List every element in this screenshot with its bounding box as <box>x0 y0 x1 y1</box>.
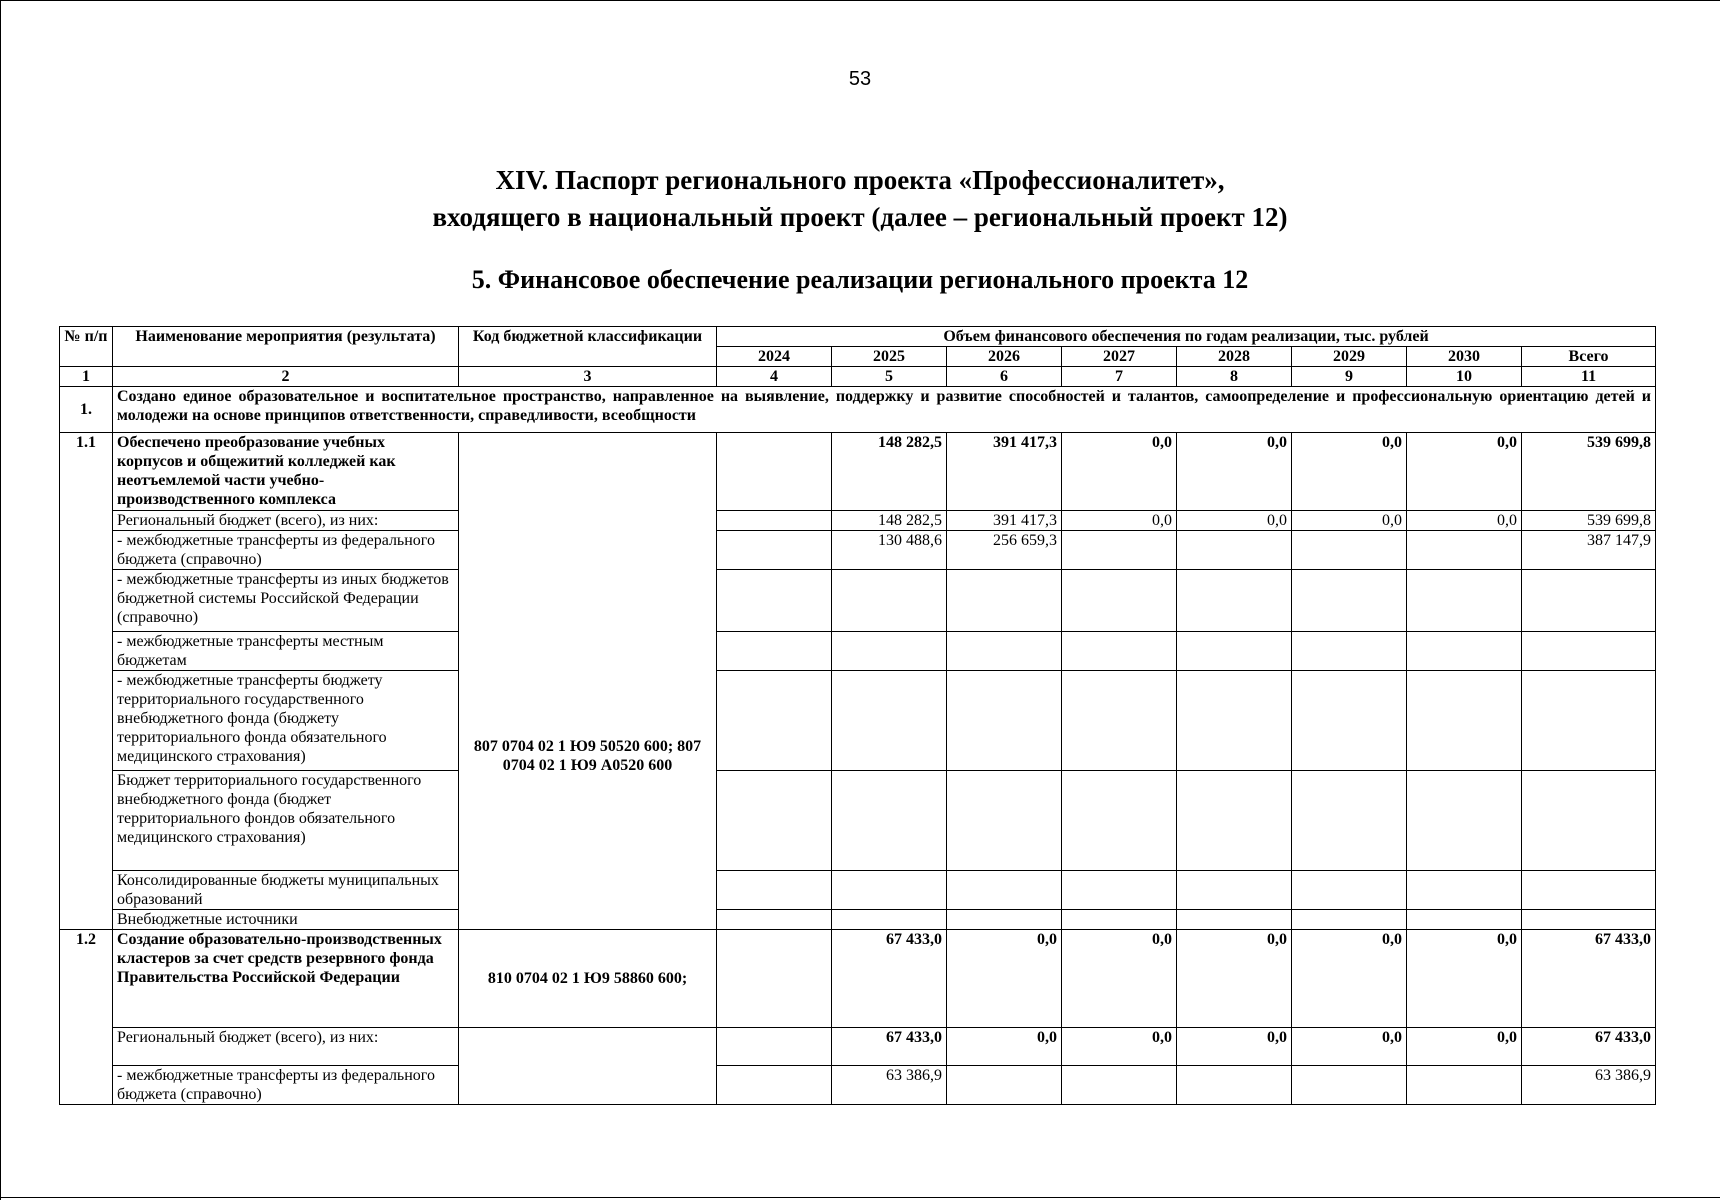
value-cell <box>717 771 832 871</box>
value-cell <box>1177 671 1292 771</box>
value-cell <box>1407 632 1522 671</box>
table-row <box>60 433 1656 511</box>
document-title-line2: входящего в национальный проект (далее – региональный проект 12) <box>432 202 1288 232</box>
column-index: 3 <box>459 367 717 387</box>
column-index: 8 <box>1177 367 1292 387</box>
table-row <box>60 1066 1656 1105</box>
value-cell: 130 488,6 <box>832 531 947 570</box>
page-frame-bottom <box>0 1197 1720 1198</box>
value-cell <box>1292 671 1407 771</box>
value-cell <box>717 531 832 570</box>
value-cell <box>1522 570 1656 632</box>
header-year: 2028 <box>1177 347 1292 367</box>
row-name: - межбюджетные трансферты местным бюджетам <box>113 632 459 671</box>
value-cell <box>717 910 832 930</box>
table-row <box>60 871 1656 910</box>
budget-code-empty <box>459 1028 717 1105</box>
value-cell: 67 433,0 <box>1522 1028 1656 1066</box>
table-row <box>60 511 1656 531</box>
header-name: Наименование мероприятия (результата) <box>113 327 459 367</box>
value-cell <box>1062 671 1177 771</box>
value-cell: 391 417,3 <box>947 511 1062 531</box>
value-cell <box>1062 531 1177 570</box>
value-cell: 0,0 <box>1407 1028 1522 1066</box>
section-title: 5. Финансовое обеспечение реализации регионального проекта 12 <box>471 265 1249 294</box>
value-cell <box>1292 1066 1407 1105</box>
value-cell <box>1062 570 1177 632</box>
column-index: 9 <box>1292 367 1407 387</box>
row-name: - межбюджетные трансферты из иных бюджетов бюджетной системы Российской Федерации (справочно) <box>113 570 459 632</box>
table-row <box>60 531 1656 570</box>
value-cell: 67 433,0 <box>1522 930 1656 1028</box>
row-name: Консолидированные бюджеты муниципальных образований <box>113 871 459 910</box>
value-cell: 0,0 <box>1177 1028 1292 1066</box>
value-cell: 0,0 <box>1177 433 1292 511</box>
value-cell: 539 699,8 <box>1522 433 1656 511</box>
column-index: 7 <box>1062 367 1177 387</box>
financing-table <box>59 326 1656 1105</box>
value-cell: 63 386,9 <box>832 1066 947 1105</box>
value-cell <box>717 1066 832 1105</box>
row-name: Бюджет территориального государственного внебюджетного фонда (бюджет территориального фондов обязательного медицинского страхования) <box>113 771 459 871</box>
header-num: № п/п <box>60 327 113 367</box>
value-cell: 67 433,0 <box>832 1028 947 1066</box>
value-cell <box>1522 771 1656 871</box>
budget-code: 810 0704 02 1 Ю9 58860 600; <box>459 930 717 1028</box>
column-index: 6 <box>947 367 1062 387</box>
value-cell <box>1062 871 1177 910</box>
value-cell <box>717 1028 832 1066</box>
value-cell <box>832 671 947 771</box>
column-index: 10 <box>1407 367 1522 387</box>
column-index: 4 <box>717 367 832 387</box>
value-cell: 539 699,8 <box>1522 511 1656 531</box>
header-total: Всего <box>1522 347 1656 367</box>
row-name: - межбюджетные трансферты из федерального бюджета (справочно) <box>113 531 459 570</box>
value-cell <box>947 871 1062 910</box>
value-cell: 148 282,5 <box>832 433 947 511</box>
value-cell: 0,0 <box>1407 433 1522 511</box>
value-cell <box>717 871 832 910</box>
table-row <box>60 930 1656 1028</box>
table-row <box>60 671 1656 771</box>
value-cell <box>1292 570 1407 632</box>
value-cell <box>947 570 1062 632</box>
row-name: Региональный бюджет (всего), из них: <box>113 1028 459 1066</box>
column-index: 11 <box>1522 367 1656 387</box>
value-cell: 63 386,9 <box>1522 1066 1656 1105</box>
header-year: 2025 <box>832 347 947 367</box>
value-cell <box>717 632 832 671</box>
value-cell: 67 433,0 <box>832 930 947 1028</box>
value-cell: 0,0 <box>1177 930 1292 1028</box>
value-cell: 0,0 <box>947 930 1062 1028</box>
value-cell <box>717 671 832 771</box>
value-cell <box>1177 531 1292 570</box>
value-cell: 0,0 <box>1292 511 1407 531</box>
value-cell <box>947 1066 1062 1105</box>
section-number: 1. <box>60 387 113 433</box>
value-cell: 0,0 <box>1407 511 1522 531</box>
value-cell <box>1292 771 1407 871</box>
value-cell: 0,0 <box>1062 1028 1177 1066</box>
value-cell <box>1407 871 1522 910</box>
row-name: - межбюджетные трансферты бюджету территориального государственного внебюджетного фонда (бюджету территориального фонда обязательного медицинского страхования) <box>113 671 459 771</box>
value-cell <box>1522 671 1656 771</box>
value-cell <box>1062 632 1177 671</box>
value-cell: 387 147,9 <box>1522 531 1656 570</box>
row-name: Региональный бюджет (всего), из них: <box>113 511 459 531</box>
value-cell <box>1407 910 1522 930</box>
page-frame-top <box>0 0 1720 1</box>
value-cell <box>1292 531 1407 570</box>
budget-code: 807 0704 02 1 Ю9 50520 600; 807 0704 02 1 Ю9 А0520 600 <box>459 433 717 930</box>
value-cell <box>1522 910 1656 930</box>
header-code: Код бюджетной классификации <box>459 327 717 367</box>
page-number: 53 <box>848 68 872 90</box>
table-row <box>60 632 1656 671</box>
value-cell <box>1407 671 1522 771</box>
table-row <box>60 1028 1656 1066</box>
row-name: Внебюджетные источники <box>113 910 459 930</box>
header-year: 2030 <box>1407 347 1522 367</box>
item-number: 1.2 <box>60 930 113 1105</box>
value-cell <box>1177 910 1292 930</box>
value-cell: 0,0 <box>947 1028 1062 1066</box>
value-cell <box>832 771 947 871</box>
value-cell <box>1177 1066 1292 1105</box>
value-cell: 0,0 <box>1292 930 1407 1028</box>
value-cell <box>832 570 947 632</box>
value-cell: 0,0 <box>1062 930 1177 1028</box>
value-cell: 0,0 <box>1407 930 1522 1028</box>
table-row <box>60 570 1656 632</box>
value-cell <box>1177 570 1292 632</box>
value-cell <box>947 671 1062 771</box>
header-year: 2027 <box>1062 347 1177 367</box>
value-cell: 256 659,3 <box>947 531 1062 570</box>
table-row <box>60 771 1656 871</box>
column-index: 5 <box>832 367 947 387</box>
section-row <box>60 387 1656 433</box>
header-volume: Объем финансового обеспечения по годам реализации, тыс. рублей <box>717 327 1656 347</box>
value-cell <box>1177 771 1292 871</box>
value-cell <box>832 910 947 930</box>
header-year: 2024 <box>717 347 832 367</box>
value-cell: 0,0 <box>1177 511 1292 531</box>
document-title-line1: XIV. Паспорт регионального проекта «Профессионалитет», <box>495 165 1225 195</box>
value-cell <box>832 871 947 910</box>
value-cell <box>947 910 1062 930</box>
value-cell: 0,0 <box>1062 433 1177 511</box>
value-cell <box>1292 910 1407 930</box>
item-number: 1.1 <box>60 433 113 930</box>
value-cell <box>1407 531 1522 570</box>
column-index-row <box>60 367 1656 387</box>
value-cell <box>1407 1066 1522 1105</box>
value-cell <box>947 771 1062 871</box>
row-name: Создание образовательно-производственных кластеров за счет средств резервного фонда Правительства Российской Федерации <box>113 930 459 1028</box>
row-name: - межбюджетные трансферты из федерального бюджета (справочно) <box>113 1066 459 1105</box>
value-cell <box>1177 632 1292 671</box>
value-cell: 0,0 <box>1062 511 1177 531</box>
column-index: 2 <box>113 367 459 387</box>
section-text: Создано единое образовательное и воспитательное пространство, направленное на выявление, поддержку и развитие способностей и талантов, самоопределение и профессиональную ориентацию детей и молодежи на основе принципов ответственности, справедливости, всеобщности <box>113 387 1656 433</box>
table-row <box>60 910 1656 930</box>
value-cell <box>832 632 947 671</box>
value-cell: 148 282,5 <box>832 511 947 531</box>
value-cell <box>1292 871 1407 910</box>
value-cell <box>1062 1066 1177 1105</box>
value-cell <box>1292 632 1407 671</box>
header-row-1 <box>60 327 1656 347</box>
column-index: 1 <box>60 367 113 387</box>
value-cell <box>1177 871 1292 910</box>
value-cell <box>717 433 832 511</box>
value-cell: 391 417,3 <box>947 433 1062 511</box>
value-cell <box>717 511 832 531</box>
value-cell <box>717 570 832 632</box>
value-cell <box>1062 910 1177 930</box>
value-cell <box>1062 771 1177 871</box>
value-cell <box>1522 871 1656 910</box>
header-year: 2029 <box>1292 347 1407 367</box>
header-year: 2026 <box>947 347 1062 367</box>
value-cell <box>1407 771 1522 871</box>
value-cell: 0,0 <box>1292 1028 1407 1066</box>
value-cell <box>1522 632 1656 671</box>
value-cell <box>1407 570 1522 632</box>
value-cell <box>717 930 832 1028</box>
row-name: Обеспечено преобразование учебных корпусов и общежитий колледжей как неотъемлемой части учебно-производственного комплекса <box>113 433 459 511</box>
value-cell: 0,0 <box>1292 433 1407 511</box>
value-cell <box>947 632 1062 671</box>
